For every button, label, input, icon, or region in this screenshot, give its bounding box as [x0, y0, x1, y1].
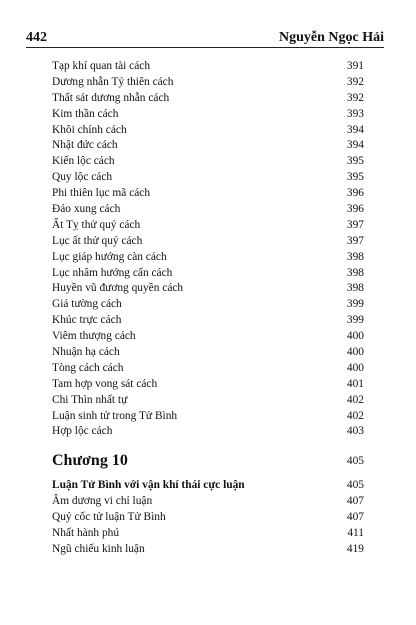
- toc-entry: [52, 281, 364, 297]
- toc-entry: [52, 234, 364, 250]
- toc-entry-page: 399: [346, 314, 364, 327]
- toc-entry-title: Khúc trực cách: [52, 314, 122, 327]
- toc-entry: [52, 59, 364, 75]
- toc-entry-title: Đảo xung cách: [52, 203, 121, 216]
- toc-entry-title: Giá tường cách: [52, 298, 122, 311]
- toc-entry: [52, 361, 364, 377]
- toc-entry: [52, 154, 364, 170]
- toc-entry: [52, 186, 364, 202]
- toc-entry-page: 411: [347, 526, 364, 539]
- toc-entry-page: 392: [346, 91, 364, 104]
- toc-entry: [52, 250, 364, 266]
- toc-entry-title: Nhật đức cách: [52, 139, 118, 152]
- toc-entry-page: 393: [346, 107, 364, 120]
- toc-entry-page: 399: [346, 298, 364, 311]
- toc-entry-title: Quy lộc cách: [52, 171, 113, 184]
- toc-entry-page: 407: [346, 494, 364, 507]
- toc-entry-page: 405: [346, 479, 364, 491]
- toc-entry: [52, 510, 364, 526]
- toc-entry-page: 392: [346, 75, 364, 88]
- toc-entry: [52, 526, 364, 542]
- toc-entry: [52, 478, 364, 494]
- toc-entry-title: Âm dương vi chỉ luận: [52, 494, 153, 507]
- toc-entry: [52, 313, 364, 329]
- toc-entry: [52, 218, 364, 234]
- toc-entry-title: Luận Tử Bình với vận khí thái cực luận: [52, 479, 245, 491]
- toc-entry-page: 403: [346, 425, 364, 438]
- page-number: 442: [26, 30, 47, 45]
- header-rule: [26, 47, 384, 48]
- toc-entry-title: Phi thiên lục mã cách: [52, 187, 151, 200]
- chapter-heading: [52, 452, 364, 474]
- toc-entry: [52, 75, 364, 91]
- toc-entry-page: 396: [346, 203, 364, 216]
- toc-entry-title: Nhuận hạ cách: [52, 346, 120, 359]
- toc-entry-page: 395: [346, 171, 364, 184]
- toc-entry: [52, 202, 364, 218]
- toc-entry-page: 419: [346, 542, 364, 555]
- toc-entry-title: Ất Tỵ thử quý cách: [52, 218, 141, 231]
- toc-entry: [52, 107, 364, 123]
- toc-entry-page: 401: [346, 377, 364, 390]
- chapter-toc-list: [52, 478, 364, 557]
- toc-entry: [52, 170, 364, 186]
- page-header: [26, 26, 384, 48]
- toc-entry-page: 407: [346, 510, 364, 523]
- chapter-page: 405: [346, 455, 364, 467]
- toc-entry-page: 391: [346, 60, 364, 72]
- toc-entry: [52, 345, 364, 361]
- toc-entry-page: 402: [346, 409, 364, 422]
- toc-entry-title: Chi Thìn nhất tự: [52, 393, 128, 406]
- toc-entry: [52, 91, 364, 107]
- toc-entry: [52, 393, 364, 409]
- toc-entry-page: 394: [346, 123, 364, 136]
- toc-entry: [52, 329, 364, 345]
- toc-entry: [52, 424, 364, 440]
- toc-entry-title: Tam hợp vong sát cách: [52, 377, 158, 390]
- toc-entry-title: Kiến lộc cách: [52, 155, 115, 168]
- toc-entry-title: Viêm thượng cách: [52, 330, 136, 343]
- toc-entry: [52, 297, 364, 313]
- toc-entry-page: 400: [346, 346, 364, 359]
- toc-entry-title: Nhất hành phú: [52, 526, 120, 539]
- toc-entry-page: 398: [346, 282, 364, 295]
- toc-list: [52, 59, 364, 440]
- toc-entry-page: 400: [346, 330, 364, 343]
- toc-entry-page: 400: [346, 361, 364, 374]
- toc-entry-title: Thất sát dương nhẫn cách: [52, 91, 170, 104]
- toc-entry-title: Huyền vũ đương quyền cách: [52, 282, 184, 295]
- toc-entry-title: Lục ất thử quý cách: [52, 234, 143, 247]
- toc-entry: [52, 266, 364, 282]
- toc-entry: [52, 409, 364, 425]
- toc-entry: [52, 377, 364, 393]
- toc-entry-page: 396: [346, 187, 364, 200]
- running-head-author: Nguyễn Ngọc Hải: [279, 30, 384, 45]
- toc-entry: [52, 138, 364, 154]
- toc-entry: [52, 542, 364, 558]
- toc-entry-title: Tạp khí quan tài cách: [52, 60, 151, 72]
- toc-entry-title: Khôi chính cách: [52, 123, 127, 136]
- toc-entry-title: Luận sinh tử trong Tử Bình: [52, 409, 178, 422]
- toc-entry: [52, 494, 364, 510]
- toc-entry-title: Hợp lộc cách: [52, 425, 113, 438]
- toc-entry-title: Tòng cách cách: [52, 361, 124, 374]
- toc-entry-title: Dương nhẫn Tỷ thiên cách: [52, 75, 174, 88]
- toc-entry-title: Ngũ chiếu kinh luận: [52, 542, 145, 555]
- toc-entry-page: 398: [346, 266, 364, 279]
- chapter-title: Chương 10: [52, 452, 128, 469]
- toc-entry-page: 402: [346, 393, 364, 406]
- toc-entry-page: 395: [346, 155, 364, 168]
- toc-entry: [52, 123, 364, 139]
- toc-entry-title: Lục giáp hướng càn cách: [52, 250, 167, 263]
- toc-entry-title: Quỷ cốc tử luận Tử Bình: [52, 510, 166, 523]
- toc-entry-page: 394: [346, 139, 364, 152]
- toc-entry-page: 398: [346, 250, 364, 263]
- toc-entry-title: Kim thần cách: [52, 107, 119, 120]
- toc-entry-page: 397: [346, 234, 364, 247]
- toc-entry-page: 397: [346, 218, 364, 231]
- toc-entry-title: Lục nhâm hướng cấn cách: [52, 266, 173, 279]
